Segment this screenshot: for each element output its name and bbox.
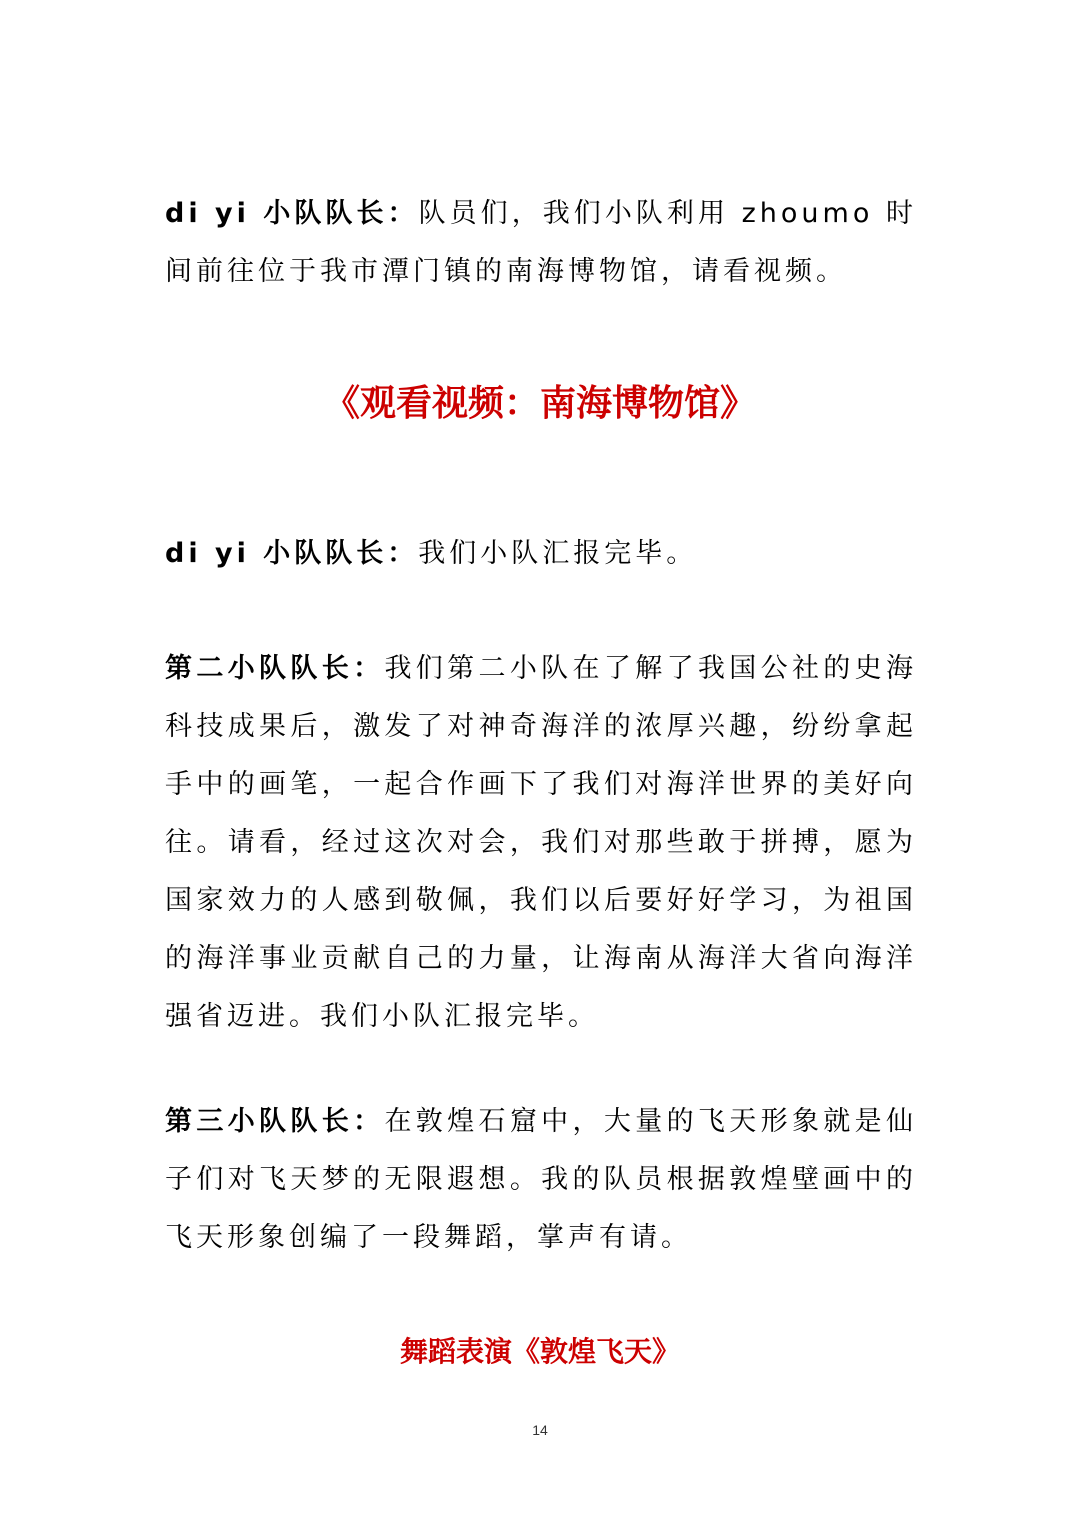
paragraph-text: 我们第二小队在了解了我国公社的史海科技成果后，激发了对神奇海洋的浓厚兴趣，纷纷拿起手中的画笔，一起合作画下了我们对海洋世界的美好向往。请看，经过这次对会，我们对那些敢于拼搏，愿为国家效力的人感到敬佩，我们以后要好好学习，为祖国的海洋事业贡献自己的力量，让海南从海洋大省向海洋强省迈进。我们小队汇报完毕。 [165, 653, 918, 1032]
speaker-label: di yi 小队队长： [165, 538, 419, 569]
page-number: 14 [532, 1422, 548, 1438]
paragraph-text: 队员们，我们小队利用 zhoumo 时间前往位于我市潭门镇的南海博物馆，请看视频。 [165, 198, 917, 287]
speaker-label: di yi 小队队长： [165, 198, 419, 229]
paragraph-text: 我们小队汇报完毕。 [418, 538, 698, 569]
paragraph-text: 在敦煌石窟中，大量的飞天形象就是仙子们对飞天梦的无限遐想。我的队员根据敦煌壁画中的飞天形象创编了一段舞蹈，掌声有请。 [165, 1106, 918, 1253]
paragraph-team2 [165, 640, 917, 1046]
speaker-label: 第三小队队长： [165, 1106, 385, 1137]
video-heading: 《观看视频：南海博物馆》 [323, 383, 756, 424]
paragraph-team1-end [165, 525, 917, 583]
paragraph-team3 [165, 1093, 917, 1267]
speaker-label: 第二小队队长： [165, 653, 385, 684]
paragraph-team1-intro [165, 185, 917, 301]
dance-heading: 舞蹈表演《敦煌飞天》 [399, 1335, 680, 1368]
